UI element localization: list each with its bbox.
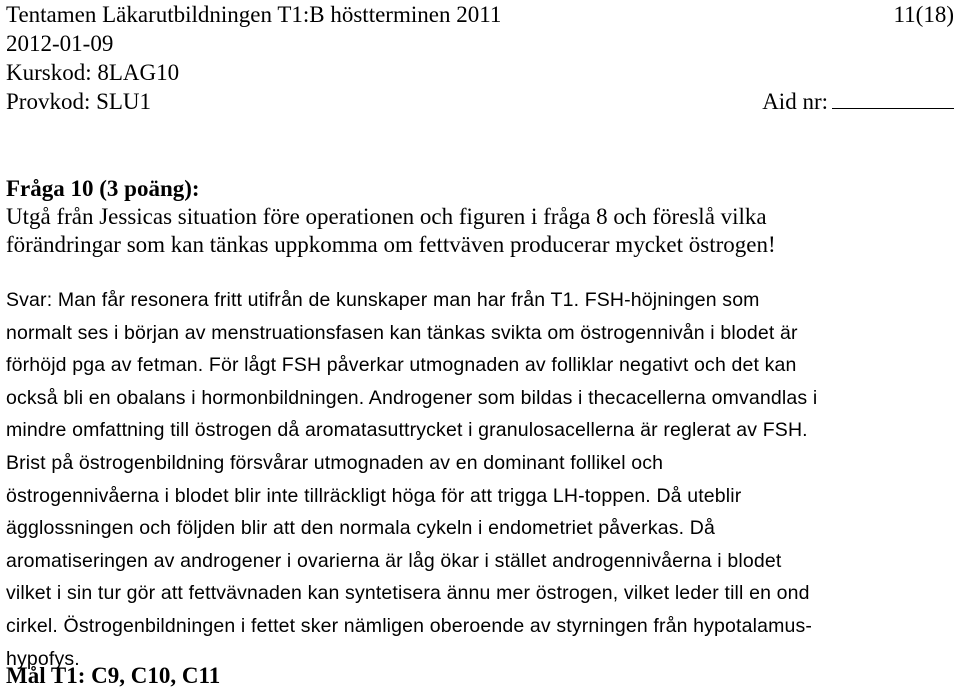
answer-line: förhöjd pga av fetman. För lågt FSH påverkar utmognaden av folliklar negativt och det kan [6, 354, 797, 377]
answer-line: östrogennivåerna i blodet blir inte tillräckligt höga för att trigga LH-toppen. Då uteblir [6, 484, 742, 507]
course-code: Kurskod: 8LAG10 [6, 60, 180, 85]
answer-line: normalt ses i början av menstruationsfasen kan tänkas svikta om östrogennivån i blodet är [6, 321, 798, 344]
answer-line: aromatiseringen av androgener i ovarierna är låg ökar i stället androgennivåerna i blodet [6, 549, 782, 572]
exam-title: Tentamen Läkarutbildningen T1:B höstterminen 2011 [6, 2, 502, 27]
page-number: 11(18) [893, 2, 954, 27]
answer-line: cirkel. Östrogenbildningen i fettet sker nämligen oberoende av styrningen från hypotalamus- [6, 614, 813, 637]
answer-line: vilket i sin tur gör att fettvävnaden kan syntetisera ännu mer östrogen, vilket leder till en ond [6, 582, 810, 605]
answer-line: Brist på östrogenbildning försvårar utmognaden av en dominant follikel och [6, 451, 664, 474]
answer-line: mindre omfattning till östrogen då aromatasuttrycket i granulosacellerna är reglerat av FSH. [6, 419, 808, 442]
test-code: Provkod: SLU1 [6, 89, 152, 114]
answer-line: hypofys. [6, 647, 80, 670]
aid-number-blank [832, 89, 954, 109]
question-line: Utgå från Jessicas situation före operationen och figuren i fråga 8 och föreslå vilka [6, 204, 767, 229]
aid-number-label: Aid nr: [762, 89, 828, 114]
answer-line: ägglossningen och följden blir att den normala cykeln i endometriet påverkas. Då [6, 517, 715, 540]
answer-block [6, 284, 954, 675]
answer-line: också bli en obalans i hormonbildningen. Androgener som bildas i thecacellerna omvandlas i [6, 386, 818, 409]
exam-date: 2012-01-09 [6, 31, 114, 56]
aid-number-field [762, 89, 954, 115]
question-title: Fråga 10 (3 poäng): [6, 176, 200, 201]
answer-line: Svar: Man får resonera fritt utifrån de kunskaper man har från T1. FSH-höjningen som [6, 289, 760, 311]
learning-goal: Mål T1: C9, C10, C11 [6, 663, 221, 688]
question-line: förändringar som kan tänkas uppkomma om fettväven producerar mycket östrogen! [6, 232, 776, 257]
